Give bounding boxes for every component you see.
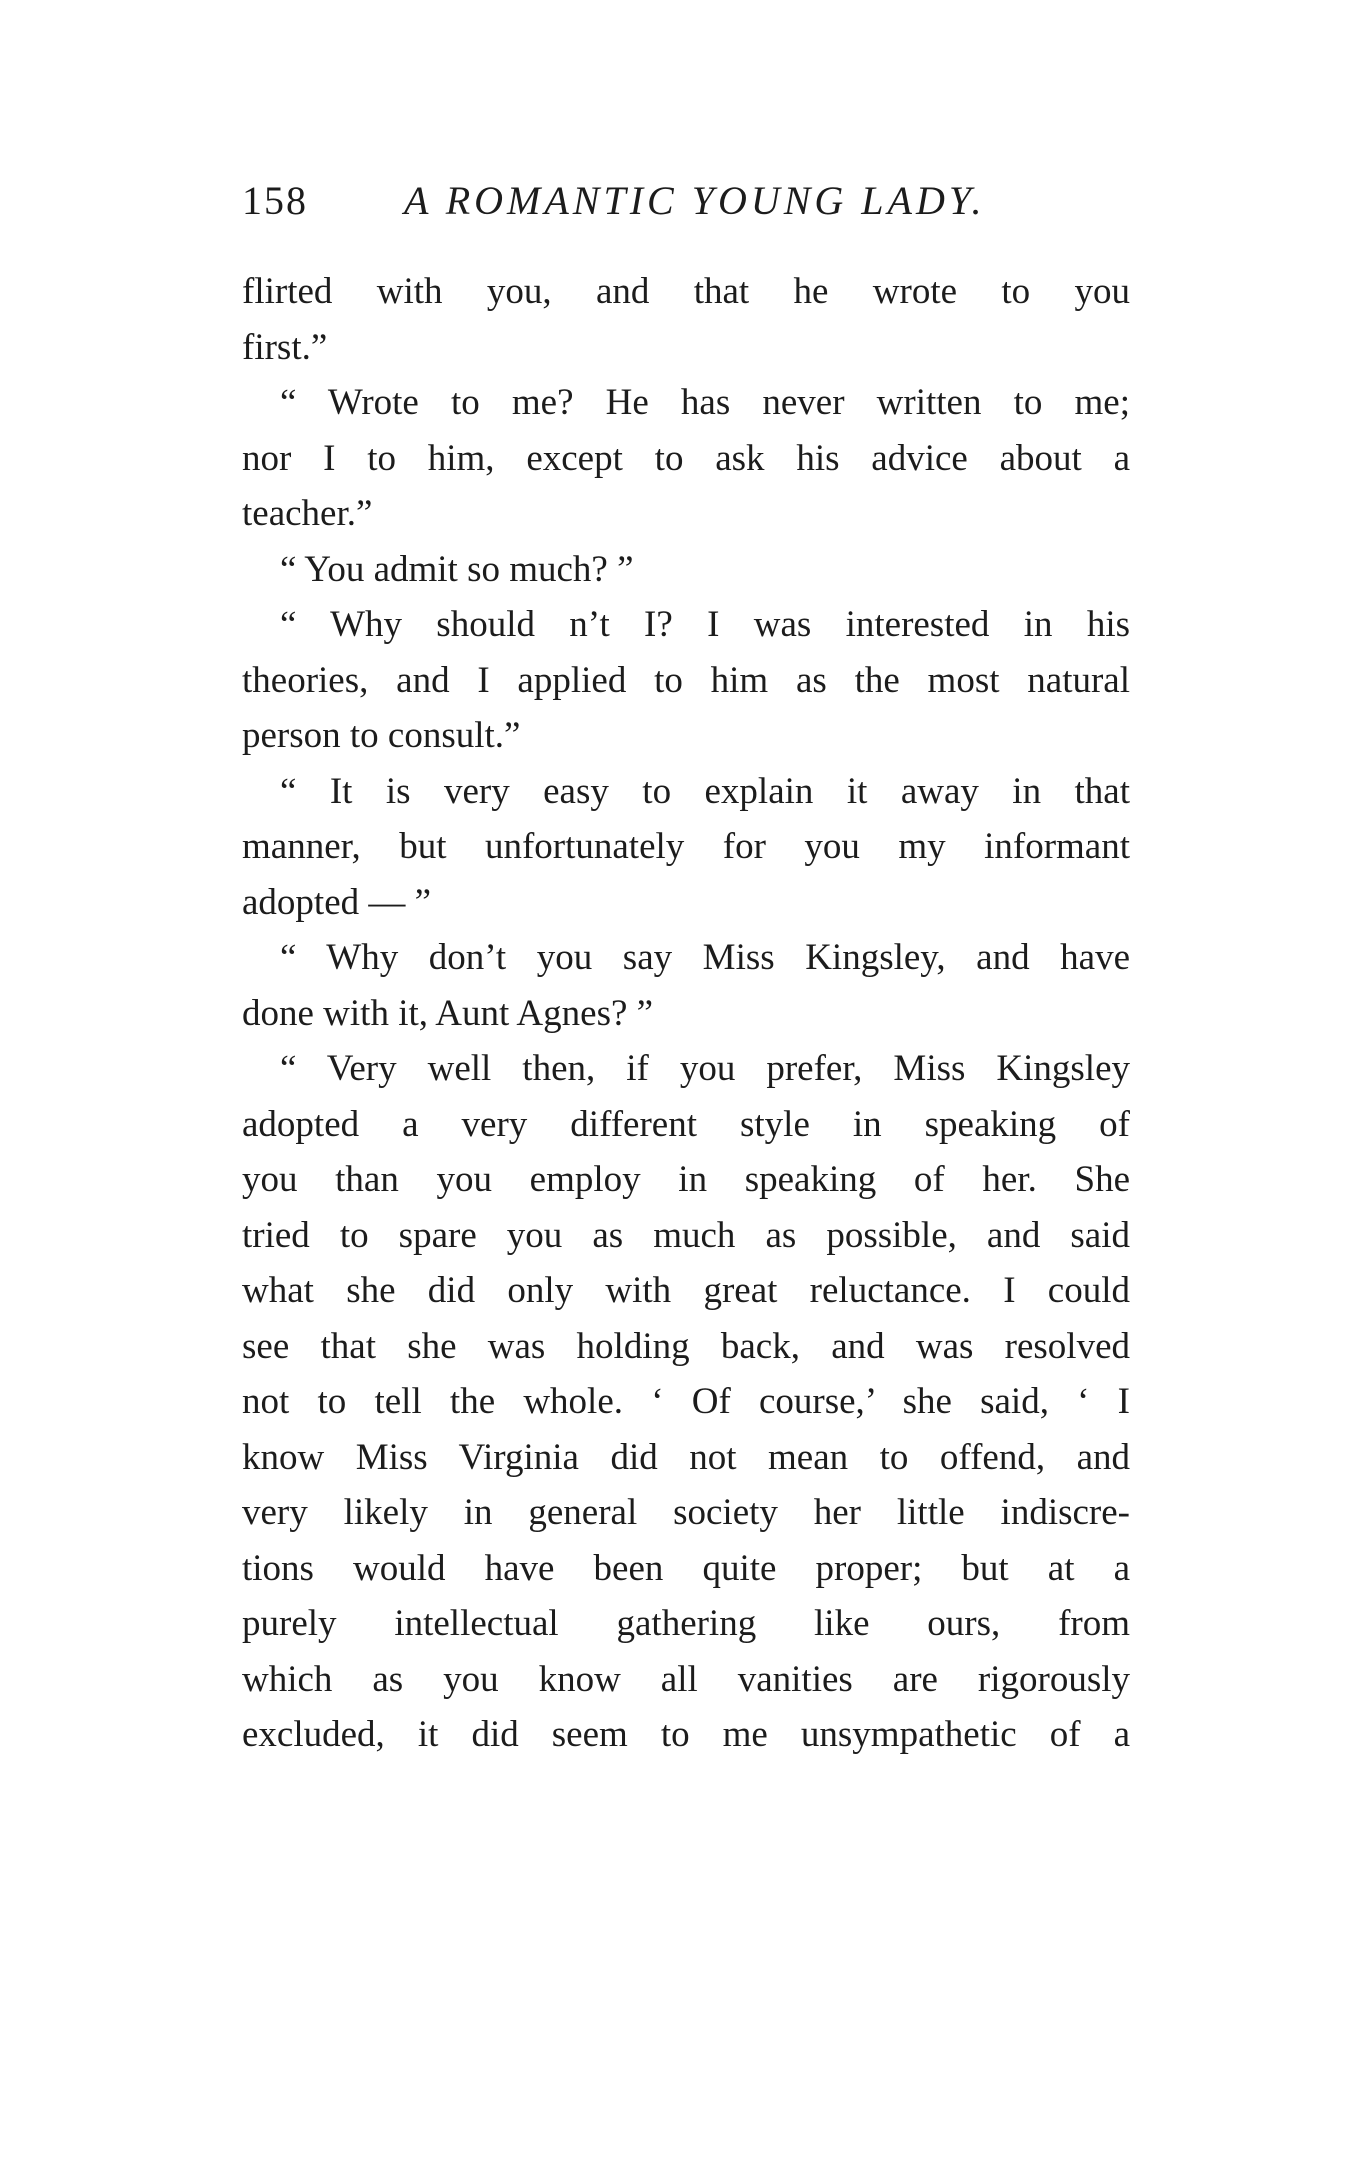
text-line: tions would have been quite proper; but at a bbox=[242, 1547, 1130, 1589]
text-line: “ Why should n’t I? I was interested in his bbox=[280, 604, 1130, 645]
text-line: see that she was holding back, and was resolved bbox=[242, 1325, 1130, 1367]
text-line: “ You admit so much? ” bbox=[280, 548, 634, 590]
text-line: manner, but unfortunately for you my informant bbox=[242, 826, 1130, 867]
text-line: “ Wrote to me? He has never written to me; bbox=[280, 382, 1130, 423]
running-title: A ROMANTIC YOUNG LADY. bbox=[404, 178, 986, 223]
text-line: flirted with you, and that he wrote to you bbox=[242, 271, 1130, 312]
text-line: teacher.” bbox=[242, 493, 373, 534]
text-line: not to tell the whole. ‘ Of course,’ she said, ‘ I bbox=[242, 1381, 1130, 1422]
text-line: you than you employ in speaking of her. She bbox=[242, 1159, 1130, 1200]
text-line: which as you know all vanities are rigorously bbox=[242, 1658, 1130, 1700]
text-line: first.” bbox=[242, 326, 328, 368]
text-line: “ Very well then, if you prefer, Miss Kingsley bbox=[280, 1048, 1130, 1089]
text-line: adopted — ” bbox=[242, 881, 432, 923]
page-number: 158 bbox=[242, 178, 308, 223]
text-line: done with it, Aunt Agnes? ” bbox=[242, 992, 654, 1034]
text-line: tried to spare you as much as possible, and said bbox=[242, 1214, 1130, 1256]
text-line: purely intellectual gathering like ours, from bbox=[242, 1603, 1130, 1644]
text-line: adopted a very different style in speaking of bbox=[242, 1103, 1130, 1145]
text-line: excluded, it did seem to me unsympathetic of a bbox=[242, 1714, 1130, 1755]
text-line: theories, and I applied to him as the most natural bbox=[242, 659, 1130, 701]
text-line: person to consult.” bbox=[242, 715, 521, 756]
body-text bbox=[242, 264, 1130, 1763]
text-line: what she did only with great reluctance. I could bbox=[242, 1270, 1130, 1311]
text-line: “ Why don’t you say Miss Kingsley, and have bbox=[280, 937, 1130, 978]
text-line: very likely in general society her little indiscre- bbox=[242, 1492, 1130, 1533]
text-line: nor I to him, except to ask his advice about a bbox=[242, 437, 1130, 479]
running-head bbox=[242, 176, 1142, 226]
text-line: know Miss Virginia did not mean to offend, and bbox=[242, 1436, 1130, 1478]
text-line: “ It is very easy to explain it away in that bbox=[280, 770, 1130, 812]
